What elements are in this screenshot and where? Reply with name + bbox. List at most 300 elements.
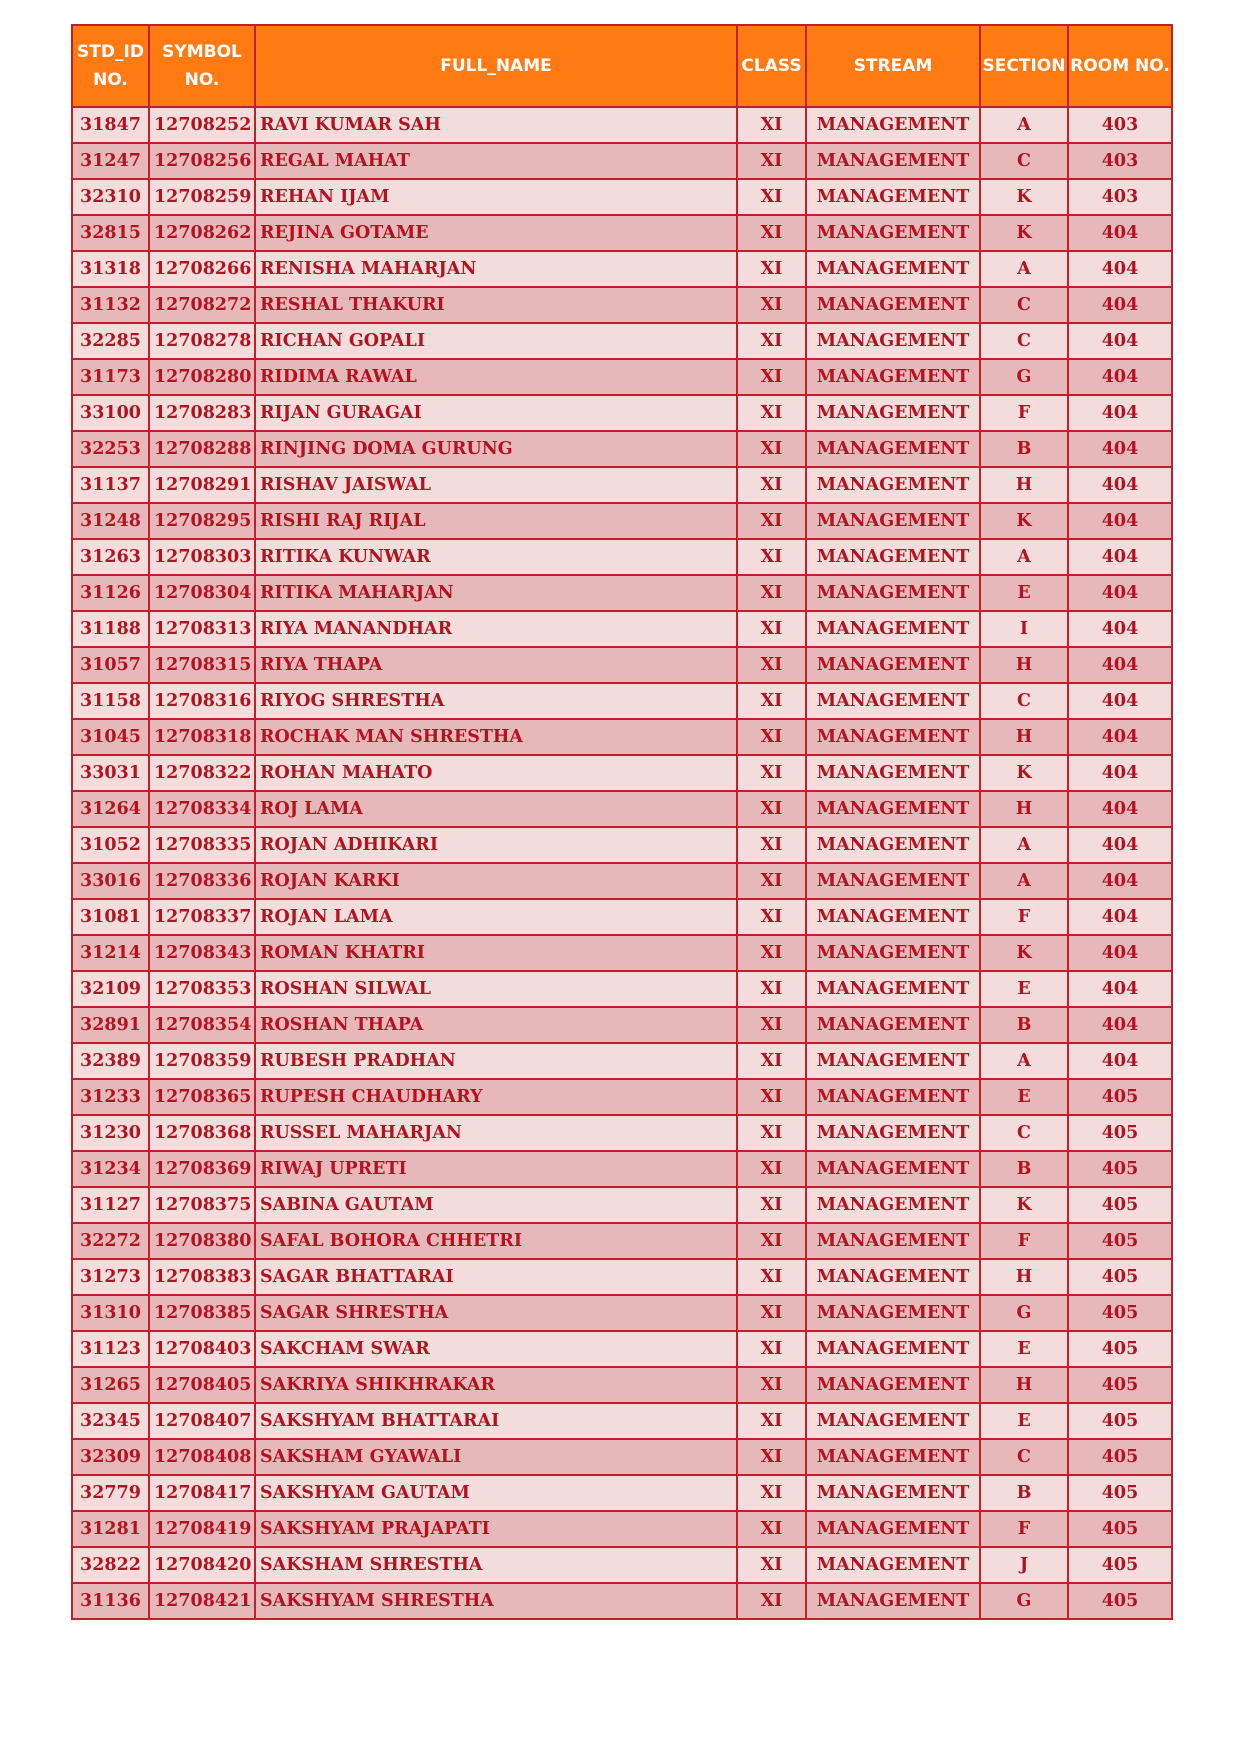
symbol-no-cell: 12708303 — [149, 539, 255, 575]
class-cell: XI — [737, 791, 806, 827]
full-name-cell: SAFAL BOHORA CHHETRI — [255, 1223, 737, 1259]
section-cell: B — [980, 1007, 1068, 1043]
symbol-no-cell: 12708336 — [149, 863, 255, 899]
symbol-no-cell: 12708421 — [149, 1583, 255, 1619]
room-no-cell: 404 — [1068, 935, 1172, 971]
full-name-cell: REHAN IJAM — [255, 179, 737, 215]
table-row — [72, 431, 1172, 467]
table-row — [72, 755, 1172, 791]
col-full-name: FULL_NAME — [255, 25, 737, 107]
std-id-cell: 31132 — [72, 287, 149, 323]
col-section: SECTION — [980, 25, 1068, 107]
class-cell: XI — [737, 251, 806, 287]
class-cell: XI — [737, 1043, 806, 1079]
symbol-no-cell: 12708353 — [149, 971, 255, 1007]
room-no-cell: 404 — [1068, 359, 1172, 395]
stream-cell: MANAGEMENT — [806, 791, 980, 827]
symbol-no-cell: 12708337 — [149, 899, 255, 935]
std-id-cell: 31318 — [72, 251, 149, 287]
stream-cell: MANAGEMENT — [806, 1331, 980, 1367]
stream-cell: MANAGEMENT — [806, 467, 980, 503]
symbol-no-cell: 12708316 — [149, 683, 255, 719]
table-row — [72, 467, 1172, 503]
class-cell: XI — [737, 1403, 806, 1439]
table-row — [72, 935, 1172, 971]
table-row — [72, 1007, 1172, 1043]
class-cell: XI — [737, 395, 806, 431]
stream-cell: MANAGEMENT — [806, 1007, 980, 1043]
full-name-cell: ROMAN KHATRI — [255, 935, 737, 971]
stream-cell: MANAGEMENT — [806, 1115, 980, 1151]
stream-cell: MANAGEMENT — [806, 1475, 980, 1511]
table-row — [72, 827, 1172, 863]
table-row — [72, 395, 1172, 431]
full-name-cell: RICHAN GOPALI — [255, 323, 737, 359]
stream-cell: MANAGEMENT — [806, 935, 980, 971]
symbol-no-cell: 12708256 — [149, 143, 255, 179]
section-cell: E — [980, 1403, 1068, 1439]
class-cell: XI — [737, 503, 806, 539]
std-id-cell: 31045 — [72, 719, 149, 755]
room-no-cell: 404 — [1068, 899, 1172, 935]
table-row — [72, 251, 1172, 287]
room-no-cell: 405 — [1068, 1367, 1172, 1403]
full-name-cell: RIYA MANANDHAR — [255, 611, 737, 647]
class-cell: XI — [737, 1151, 806, 1187]
std-id-cell: 31247 — [72, 143, 149, 179]
std-id-cell: 31123 — [72, 1331, 149, 1367]
std-id-cell: 32822 — [72, 1547, 149, 1583]
stream-cell: MANAGEMENT — [806, 539, 980, 575]
table-row — [72, 287, 1172, 323]
class-cell: XI — [737, 1439, 806, 1475]
section-cell: B — [980, 1475, 1068, 1511]
class-cell: XI — [737, 1223, 806, 1259]
std-id-cell: 31136 — [72, 1583, 149, 1619]
room-no-cell: 404 — [1068, 539, 1172, 575]
full-name-cell: RIYA THAPA — [255, 647, 737, 683]
room-no-cell: 405 — [1068, 1151, 1172, 1187]
table-row — [72, 863, 1172, 899]
table-row — [72, 899, 1172, 935]
room-no-cell: 404 — [1068, 863, 1172, 899]
section-cell: H — [980, 719, 1068, 755]
table-row — [72, 179, 1172, 215]
class-cell: XI — [737, 287, 806, 323]
stream-cell: MANAGEMENT — [806, 683, 980, 719]
std-id-cell: 32253 — [72, 431, 149, 467]
stream-cell: MANAGEMENT — [806, 1367, 980, 1403]
std-id-cell: 32285 — [72, 323, 149, 359]
stream-cell: MANAGEMENT — [806, 899, 980, 935]
stream-cell: MANAGEMENT — [806, 179, 980, 215]
stream-cell: MANAGEMENT — [806, 1043, 980, 1079]
full-name-cell: SAKSHYAM PRAJAPATI — [255, 1511, 737, 1547]
full-name-cell: SAKSHYAM GAUTAM — [255, 1475, 737, 1511]
symbol-no-cell: 12708375 — [149, 1187, 255, 1223]
section-cell: H — [980, 1367, 1068, 1403]
class-cell: XI — [737, 359, 806, 395]
full-name-cell: RUBESH PRADHAN — [255, 1043, 737, 1079]
section-cell: H — [980, 467, 1068, 503]
std-id-cell: 31188 — [72, 611, 149, 647]
table-row — [72, 611, 1172, 647]
section-cell: C — [980, 323, 1068, 359]
stream-cell: MANAGEMENT — [806, 251, 980, 287]
stream-cell: MANAGEMENT — [806, 323, 980, 359]
symbol-no-cell: 12708318 — [149, 719, 255, 755]
section-cell: A — [980, 827, 1068, 863]
std-id-cell: 31214 — [72, 935, 149, 971]
class-cell: XI — [737, 1007, 806, 1043]
full-name-cell: RITIKA MAHARJAN — [255, 575, 737, 611]
symbol-no-cell: 12708359 — [149, 1043, 255, 1079]
table-row — [72, 323, 1172, 359]
table-row — [72, 1331, 1172, 1367]
class-cell: XI — [737, 215, 806, 251]
section-cell: A — [980, 863, 1068, 899]
section-cell: E — [980, 1331, 1068, 1367]
class-cell: XI — [737, 1367, 806, 1403]
table-row — [72, 1259, 1172, 1295]
symbol-no-cell: 12708272 — [149, 287, 255, 323]
stream-cell: MANAGEMENT — [806, 287, 980, 323]
full-name-cell: RIJAN GURAGAI — [255, 395, 737, 431]
std-id-cell: 31081 — [72, 899, 149, 935]
class-cell: XI — [737, 1511, 806, 1547]
std-id-cell: 31248 — [72, 503, 149, 539]
table-row — [72, 1403, 1172, 1439]
section-cell: C — [980, 143, 1068, 179]
class-cell: XI — [737, 971, 806, 1007]
room-no-cell: 404 — [1068, 251, 1172, 287]
stream-cell: MANAGEMENT — [806, 863, 980, 899]
class-cell: XI — [737, 1475, 806, 1511]
class-cell: XI — [737, 719, 806, 755]
full-name-cell: ROCHAK MAN SHRESTHA — [255, 719, 737, 755]
std-id-cell: 31273 — [72, 1259, 149, 1295]
room-no-cell: 404 — [1068, 647, 1172, 683]
symbol-no-cell: 12708259 — [149, 179, 255, 215]
section-cell: C — [980, 1439, 1068, 1475]
section-cell: K — [980, 503, 1068, 539]
std-id-cell: 31158 — [72, 683, 149, 719]
std-id-cell: 31233 — [72, 1079, 149, 1115]
std-id-cell: 31173 — [72, 359, 149, 395]
full-name-cell: SAKRIYA SHIKHRAKAR — [255, 1367, 737, 1403]
section-cell: H — [980, 1259, 1068, 1295]
symbol-no-cell: 12708291 — [149, 467, 255, 503]
table-row — [72, 1547, 1172, 1583]
section-cell: A — [980, 539, 1068, 575]
full-name-cell: RINJING DOMA GURUNG — [255, 431, 737, 467]
symbol-no-cell: 12708380 — [149, 1223, 255, 1259]
table-row — [72, 683, 1172, 719]
table-row — [72, 719, 1172, 755]
symbol-no-cell: 12708266 — [149, 251, 255, 287]
class-cell: XI — [737, 179, 806, 215]
room-no-cell: 405 — [1068, 1511, 1172, 1547]
table-row — [72, 791, 1172, 827]
section-cell: F — [980, 899, 1068, 935]
room-no-cell: 404 — [1068, 827, 1172, 863]
std-id-cell: 31264 — [72, 791, 149, 827]
room-no-cell: 404 — [1068, 395, 1172, 431]
full-name-cell: RITIKA KUNWAR — [255, 539, 737, 575]
table-row — [72, 1043, 1172, 1079]
table-row — [72, 1295, 1172, 1331]
stream-cell: MANAGEMENT — [806, 107, 980, 143]
class-cell: XI — [737, 323, 806, 359]
room-no-cell: 404 — [1068, 971, 1172, 1007]
section-cell: H — [980, 647, 1068, 683]
class-cell: XI — [737, 575, 806, 611]
full-name-cell: SABINA GAUTAM — [255, 1187, 737, 1223]
room-no-cell: 404 — [1068, 1043, 1172, 1079]
class-cell: XI — [737, 1079, 806, 1115]
std-id-cell: 31281 — [72, 1511, 149, 1547]
col-class: CLASS — [737, 25, 806, 107]
std-id-cell: 31230 — [72, 1115, 149, 1151]
room-no-cell: 404 — [1068, 791, 1172, 827]
symbol-no-cell: 12708278 — [149, 323, 255, 359]
table-row — [72, 1367, 1172, 1403]
table-row — [72, 503, 1172, 539]
symbol-no-cell: 12708304 — [149, 575, 255, 611]
table-row — [72, 1079, 1172, 1115]
section-cell: J — [980, 1547, 1068, 1583]
class-cell: XI — [737, 611, 806, 647]
stream-cell: MANAGEMENT — [806, 755, 980, 791]
symbol-no-cell: 12708419 — [149, 1511, 255, 1547]
full-name-cell: RUSSEL MAHARJAN — [255, 1115, 737, 1151]
full-name-cell: SAKSHYAM BHATTARAI — [255, 1403, 737, 1439]
stream-cell: MANAGEMENT — [806, 359, 980, 395]
class-cell: XI — [737, 827, 806, 863]
stream-cell: MANAGEMENT — [806, 1223, 980, 1259]
class-cell: XI — [737, 539, 806, 575]
room-no-cell: 405 — [1068, 1187, 1172, 1223]
symbol-no-cell: 12708313 — [149, 611, 255, 647]
table-row — [72, 143, 1172, 179]
room-no-cell: 404 — [1068, 323, 1172, 359]
stream-cell: MANAGEMENT — [806, 215, 980, 251]
full-name-cell: RIDIMA RAWAL — [255, 359, 737, 395]
full-name-cell: SAGAR BHATTARAI — [255, 1259, 737, 1295]
stream-cell: MANAGEMENT — [806, 1439, 980, 1475]
table-row — [72, 971, 1172, 1007]
class-cell: XI — [737, 107, 806, 143]
section-cell: K — [980, 1187, 1068, 1223]
room-no-cell: 404 — [1068, 287, 1172, 323]
col-std-id: STD_ID NO. — [72, 25, 149, 107]
room-no-cell: 405 — [1068, 1079, 1172, 1115]
class-cell: XI — [737, 1331, 806, 1367]
room-no-cell: 404 — [1068, 683, 1172, 719]
std-id-cell: 33016 — [72, 863, 149, 899]
full-name-cell: ROJ LAMA — [255, 791, 737, 827]
full-name-cell: SAKCHAM SWAR — [255, 1331, 737, 1367]
class-cell: XI — [737, 863, 806, 899]
stream-cell: MANAGEMENT — [806, 719, 980, 755]
symbol-no-cell: 12708343 — [149, 935, 255, 971]
stream-cell: MANAGEMENT — [806, 1511, 980, 1547]
symbol-no-cell: 12708354 — [149, 1007, 255, 1043]
section-cell: B — [980, 431, 1068, 467]
full-name-cell: SAKSHAM SHRESTHA — [255, 1547, 737, 1583]
std-id-cell: 33031 — [72, 755, 149, 791]
room-no-cell: 405 — [1068, 1547, 1172, 1583]
full-name-cell: RISHI RAJ RIJAL — [255, 503, 737, 539]
std-id-cell: 31057 — [72, 647, 149, 683]
room-no-cell: 405 — [1068, 1403, 1172, 1439]
section-cell: G — [980, 1583, 1068, 1619]
std-id-cell: 31052 — [72, 827, 149, 863]
symbol-no-cell: 12708369 — [149, 1151, 255, 1187]
stream-cell: MANAGEMENT — [806, 827, 980, 863]
stream-cell: MANAGEMENT — [806, 1583, 980, 1619]
std-id-cell: 31265 — [72, 1367, 149, 1403]
section-cell: I — [980, 611, 1068, 647]
table-row — [72, 1583, 1172, 1619]
room-no-cell: 404 — [1068, 503, 1172, 539]
std-id-cell: 33100 — [72, 395, 149, 431]
full-name-cell: ROSHAN THAPA — [255, 1007, 737, 1043]
std-id-cell: 31234 — [72, 1151, 149, 1187]
full-name-cell: ROJAN ADHIKARI — [255, 827, 737, 863]
class-cell: XI — [737, 1259, 806, 1295]
room-no-cell: 405 — [1068, 1295, 1172, 1331]
std-id-cell: 32815 — [72, 215, 149, 251]
full-name-cell: RIWAJ UPRETI — [255, 1151, 737, 1187]
full-name-cell: RUPESH CHAUDHARY — [255, 1079, 737, 1115]
full-name-cell: RENISHA MAHARJAN — [255, 251, 737, 287]
room-no-cell: 404 — [1068, 431, 1172, 467]
std-id-cell: 32345 — [72, 1403, 149, 1439]
room-no-cell: 404 — [1068, 467, 1172, 503]
room-no-cell: 405 — [1068, 1439, 1172, 1475]
std-id-cell: 31847 — [72, 107, 149, 143]
symbol-no-cell: 12708403 — [149, 1331, 255, 1367]
header-row — [72, 25, 1172, 107]
section-cell: A — [980, 1043, 1068, 1079]
symbol-no-cell: 12708335 — [149, 827, 255, 863]
table-row — [72, 647, 1172, 683]
room-no-cell: 405 — [1068, 1223, 1172, 1259]
room-no-cell: 404 — [1068, 755, 1172, 791]
std-id-cell: 31127 — [72, 1187, 149, 1223]
room-no-cell: 403 — [1068, 179, 1172, 215]
room-no-cell: 403 — [1068, 107, 1172, 143]
symbol-no-cell: 12708288 — [149, 431, 255, 467]
room-no-cell: 405 — [1068, 1259, 1172, 1295]
table-row — [72, 1511, 1172, 1547]
std-id-cell: 31263 — [72, 539, 149, 575]
col-symbol-no: SYMBOL NO. — [149, 25, 255, 107]
table-row — [72, 539, 1172, 575]
stream-cell: MANAGEMENT — [806, 1079, 980, 1115]
col-stream: STREAM — [806, 25, 980, 107]
class-cell: XI — [737, 683, 806, 719]
std-id-cell: 32891 — [72, 1007, 149, 1043]
table-row — [72, 107, 1172, 143]
section-cell: C — [980, 683, 1068, 719]
symbol-no-cell: 12708408 — [149, 1439, 255, 1475]
stream-cell: MANAGEMENT — [806, 395, 980, 431]
full-name-cell: RISHAV JAISWAL — [255, 467, 737, 503]
section-cell: G — [980, 1295, 1068, 1331]
section-cell: K — [980, 215, 1068, 251]
class-cell: XI — [737, 1583, 806, 1619]
class-cell: XI — [737, 899, 806, 935]
full-name-cell: SAKSHAM GYAWALI — [255, 1439, 737, 1475]
full-name-cell: ROJAN LAMA — [255, 899, 737, 935]
room-no-cell: 404 — [1068, 1007, 1172, 1043]
stream-cell: MANAGEMENT — [806, 1295, 980, 1331]
section-cell: F — [980, 1511, 1068, 1547]
std-id-cell: 31126 — [72, 575, 149, 611]
symbol-no-cell: 12708385 — [149, 1295, 255, 1331]
stream-cell: MANAGEMENT — [806, 1187, 980, 1223]
symbol-no-cell: 12708283 — [149, 395, 255, 431]
class-cell: XI — [737, 647, 806, 683]
room-no-cell: 405 — [1068, 1583, 1172, 1619]
room-no-cell: 405 — [1068, 1115, 1172, 1151]
class-cell: XI — [737, 143, 806, 179]
std-id-cell: 31137 — [72, 467, 149, 503]
symbol-no-cell: 12708315 — [149, 647, 255, 683]
section-cell: F — [980, 1223, 1068, 1259]
table-row — [72, 1115, 1172, 1151]
section-cell: K — [980, 179, 1068, 215]
section-cell: B — [980, 1151, 1068, 1187]
class-cell: XI — [737, 1115, 806, 1151]
symbol-no-cell: 12708368 — [149, 1115, 255, 1151]
table-row — [72, 1187, 1172, 1223]
stream-cell: MANAGEMENT — [806, 1259, 980, 1295]
class-cell: XI — [737, 1547, 806, 1583]
table-row — [72, 359, 1172, 395]
table-row — [72, 1475, 1172, 1511]
std-id-cell: 32309 — [72, 1439, 149, 1475]
symbol-no-cell: 12708365 — [149, 1079, 255, 1115]
stream-cell: MANAGEMENT — [806, 503, 980, 539]
full-name-cell: REGAL MAHAT — [255, 143, 737, 179]
section-cell: H — [980, 791, 1068, 827]
student-room-table — [71, 24, 1173, 1620]
room-no-cell: 404 — [1068, 719, 1172, 755]
section-cell: E — [980, 1079, 1068, 1115]
symbol-no-cell: 12708417 — [149, 1475, 255, 1511]
full-name-cell: RIYOG SHRESTHA — [255, 683, 737, 719]
section-cell: K — [980, 935, 1068, 971]
class-cell: XI — [737, 935, 806, 971]
table-body — [72, 107, 1172, 1619]
stream-cell: MANAGEMENT — [806, 1151, 980, 1187]
symbol-no-cell: 12708252 — [149, 107, 255, 143]
room-no-cell: 405 — [1068, 1331, 1172, 1367]
room-no-cell: 404 — [1068, 611, 1172, 647]
stream-cell: MANAGEMENT — [806, 575, 980, 611]
symbol-no-cell: 12708420 — [149, 1547, 255, 1583]
symbol-no-cell: 12708405 — [149, 1367, 255, 1403]
full-name-cell: RESHAL THAKURI — [255, 287, 737, 323]
table-row — [72, 575, 1172, 611]
table-row — [72, 1151, 1172, 1187]
full-name-cell: ROHAN MAHATO — [255, 755, 737, 791]
symbol-no-cell: 12708295 — [149, 503, 255, 539]
std-id-cell: 31310 — [72, 1295, 149, 1331]
